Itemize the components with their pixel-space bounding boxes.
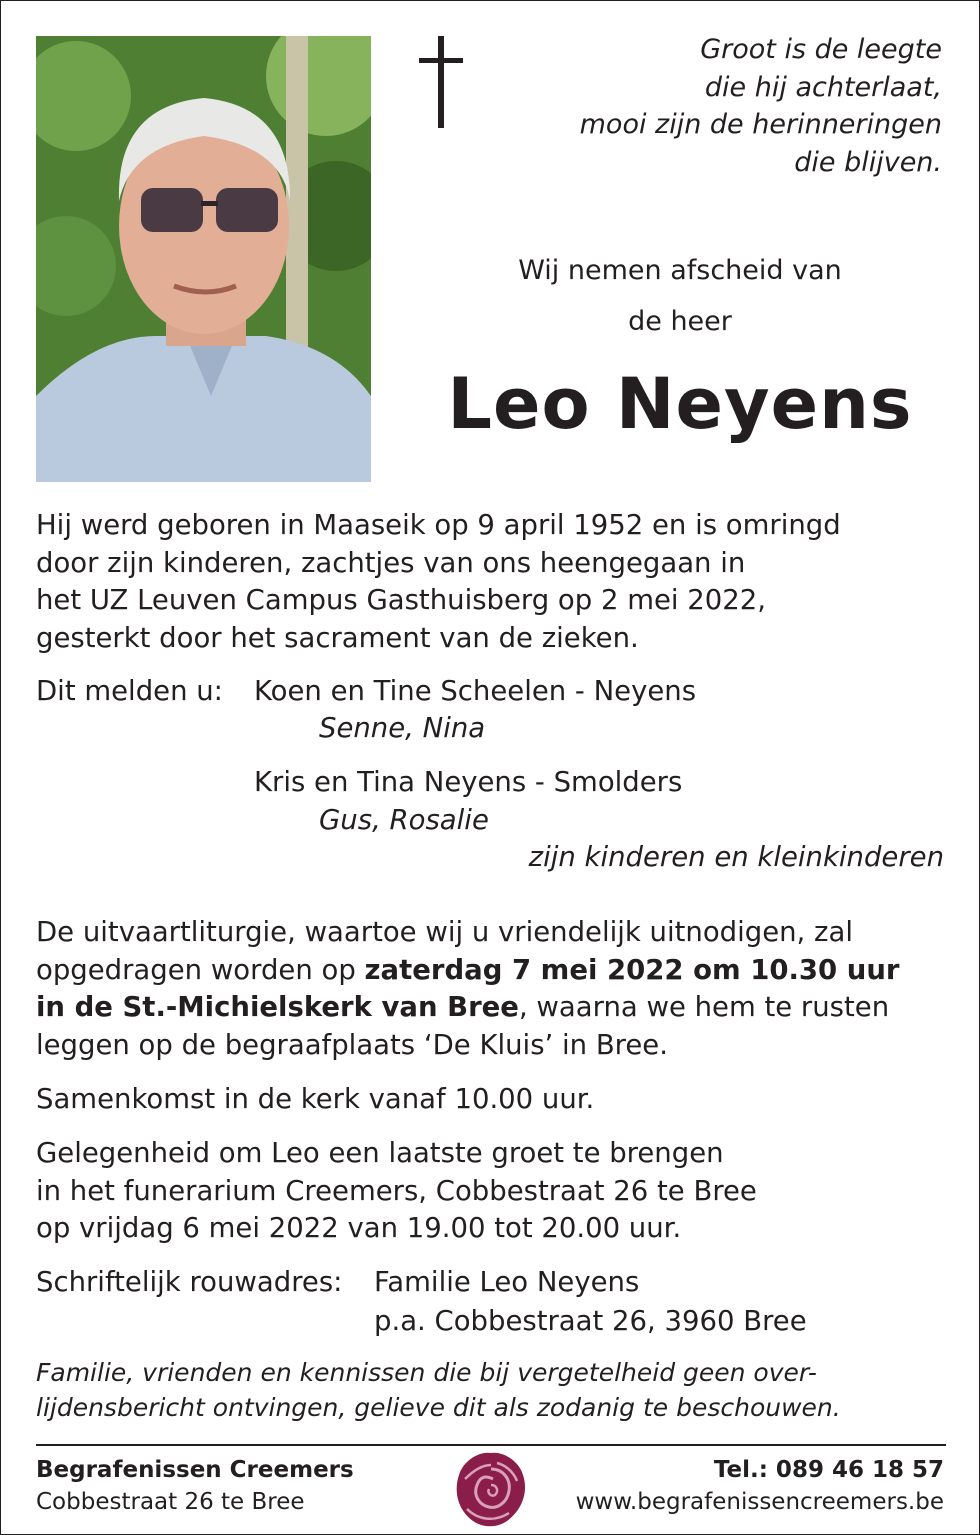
birth-death-paragraph	[36, 507, 944, 657]
gathering-line: Samenkomst in de kerk vanaf 10.00 uur.	[36, 1083, 595, 1115]
notice-line: lijdensbericht ontvingen, gelieve dit als zodanig te beschouwen.	[36, 1393, 841, 1422]
intro-title: de heer	[628, 306, 732, 337]
address-line: Familie Leo Neyens	[374, 1266, 640, 1298]
paragraph-line: Hij werd geboren in Maaseik op 9 april 1952 en is omringd	[36, 509, 841, 541]
funeral-paragraph	[36, 914, 944, 1064]
paragraph-line: leggen op de begraafplaats ‘De Kluis’ in Bree.	[36, 1028, 668, 1061]
funeral-text: , waarna we hem te rusten	[518, 991, 890, 1023]
poem-line: die hij achterlaat,	[704, 71, 942, 103]
visit-paragraph	[36, 1135, 944, 1248]
footer-divider	[36, 1444, 946, 1446]
paragraph-line: Gelegenheid om Leo een laatste groet te brengen	[36, 1137, 724, 1169]
portrait-illustration	[36, 36, 371, 482]
company-address: Cobbestraat 26 te Bree	[36, 1489, 305, 1515]
funeral-text: opgedragen worden op	[36, 953, 365, 986]
notice	[36, 1355, 841, 1425]
intro-line: Wij nemen afscheid van	[518, 255, 842, 286]
poem-line: Groot is de leegte	[700, 34, 942, 65]
notice-line: Familie, vrienden en kennissen die bij vergetelheid geen over-	[36, 1358, 817, 1387]
grandchildren-2: Gus, Rosalie	[319, 804, 489, 836]
address-label: Schriftelijk rouwadres:	[36, 1266, 343, 1298]
paragraph-line	[36, 989, 944, 1027]
portrait-photo	[36, 36, 371, 482]
rose-logo-icon	[453, 1449, 529, 1529]
paragraph-line: gesterkt door het sacrament van de zieken.	[36, 621, 639, 654]
family-1: Koen en Tine Scheelen - Neyens	[254, 675, 697, 707]
address-line: p.a. Cobbestraat 26, 3960 Bree	[374, 1305, 807, 1337]
poem-line: mooi zijn de herinneringen	[579, 109, 942, 140]
relation-line: zijn kinderen en kleinkinderen	[528, 841, 944, 873]
paragraph-line: De uitvaartliturgie, waartoe wij u vriendelijk uitnodigen, zal	[36, 916, 853, 948]
grandchildren-1: Senne, Nina	[319, 712, 486, 744]
deceased-name: Leo Neyens	[447, 363, 913, 445]
website-link[interactable]: www.begrafenissencreemers.be	[575, 1489, 944, 1515]
funeral-church: in de St.-Michielskerk van Bree	[36, 991, 519, 1023]
paragraph-line: het UZ Leuven Campus Gasthuisberg op 2 mei 2022,	[36, 584, 767, 616]
paragraph-line: door zijn kinderen, zachtjes van ons heengegaan in	[36, 546, 746, 579]
family-2: Kris en Tina Neyens - Smolders	[254, 766, 683, 798]
paragraph-line	[36, 952, 944, 990]
phone-number: Tel.: 089 46 18 57	[713, 1457, 944, 1483]
company-name: Begrafenissen Creemers	[36, 1457, 354, 1483]
funeral-date: zaterdag 7 mei 2022 om 10.30 uur	[364, 953, 900, 986]
paragraph-line: in het funerarium Creemers, Cobbestraat 26 te Bree	[36, 1174, 757, 1207]
paragraph-line: op vrijdag 6 mei 2022 van 19.00 tot 20.00 uur.	[36, 1212, 682, 1244]
poem-line: die blijven.	[794, 146, 942, 178]
cross-icon	[419, 36, 463, 128]
announce-label: Dit melden u:	[36, 675, 223, 707]
poem	[580, 31, 942, 181]
